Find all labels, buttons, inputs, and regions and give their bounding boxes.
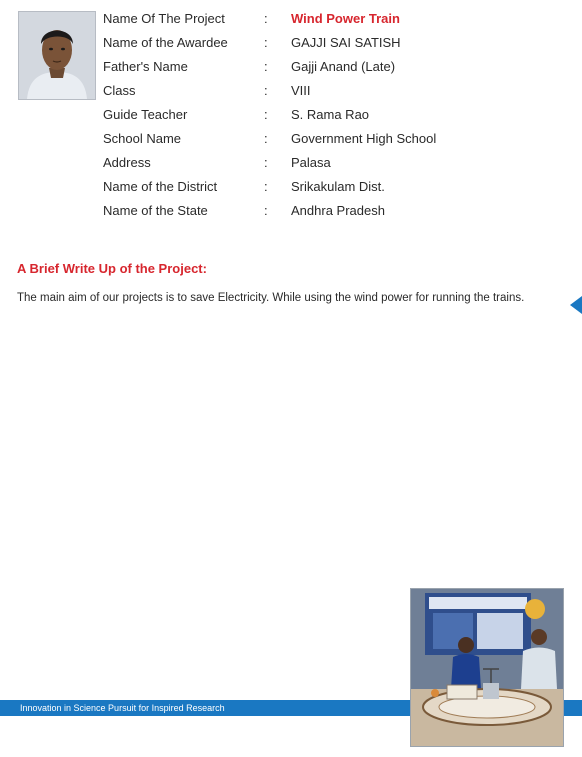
district-name: Srikakulam Dist. bbox=[291, 179, 385, 194]
detail-colon: : bbox=[264, 83, 268, 98]
detail-colon: : bbox=[264, 107, 268, 122]
exhibit-photo-icon bbox=[411, 589, 563, 746]
class-value: VIII bbox=[291, 83, 311, 98]
detail-label: Name of the District bbox=[103, 179, 218, 194]
state-name: Andhra Pradesh bbox=[291, 203, 385, 218]
detail-colon: : bbox=[264, 179, 268, 194]
detail-colon: : bbox=[264, 35, 268, 50]
detail-label: Class bbox=[103, 83, 136, 98]
writeup-heading: A Brief Write Up of the Project: bbox=[17, 261, 207, 276]
address: Palasa bbox=[291, 155, 331, 170]
detail-label: Name Of The Project bbox=[103, 11, 225, 26]
detail-label: Name of the Awardee bbox=[103, 35, 228, 50]
detail-label: Father's Name bbox=[103, 59, 188, 74]
footer-tagline: Innovation in Science Pursuit for Inspired Research bbox=[20, 703, 225, 713]
detail-label: School Name bbox=[103, 131, 182, 146]
awardee-portrait-icon bbox=[19, 12, 95, 99]
project-name: Wind Power Train bbox=[291, 11, 400, 26]
page-tab-arrow-icon bbox=[570, 296, 582, 314]
detail-label: Guide Teacher bbox=[103, 107, 188, 122]
detail-label: Name of the State bbox=[103, 203, 208, 218]
project-photo bbox=[410, 588, 564, 747]
detail-colon: : bbox=[264, 59, 268, 74]
detail-colon: : bbox=[264, 131, 268, 146]
detail-colon: : bbox=[264, 155, 268, 170]
detail-label: Address bbox=[103, 155, 151, 170]
detail-colon: : bbox=[264, 11, 268, 26]
school-name: Government High School bbox=[291, 131, 437, 146]
detail-colon: : bbox=[264, 203, 268, 218]
writeup-text: The main aim of our projects is to save Electricity. While using the wind power for running the trains. bbox=[17, 292, 525, 304]
guide-teacher: S. Rama Rao bbox=[291, 107, 370, 122]
awardee-photo bbox=[18, 11, 96, 100]
awardee-name: GAJJI SAI SATISH bbox=[291, 35, 401, 50]
father-name: Gajji Anand (Late) bbox=[291, 59, 396, 74]
